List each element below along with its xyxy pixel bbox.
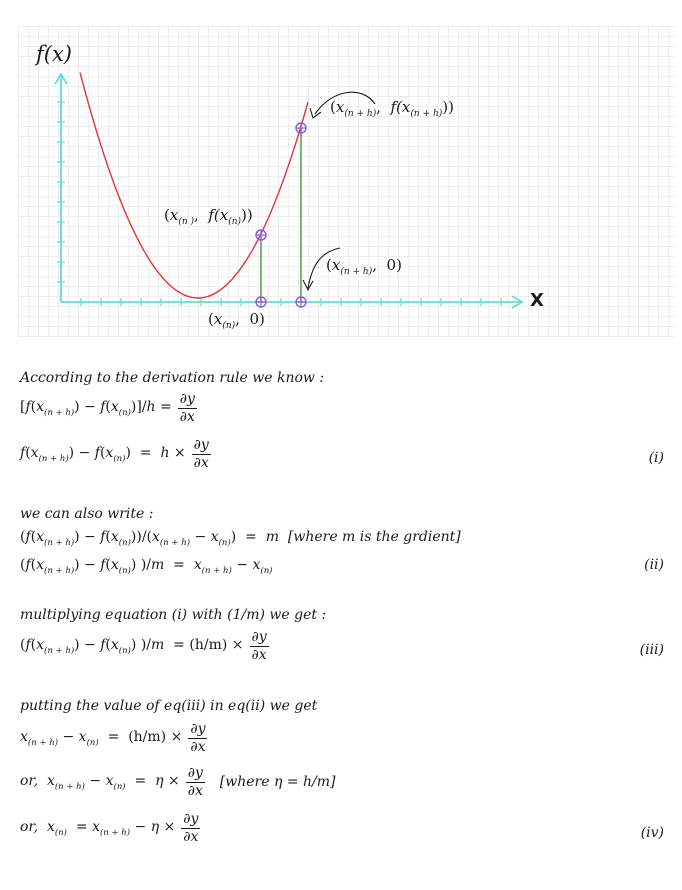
parabola-curve: [80, 72, 308, 298]
equation-iv: or, $x_{(n)} = x_{(n + h)} - \eta$ × $\frac{\partial y}{\partial x}$: [20, 811, 199, 845]
marker-foot-n: [256, 297, 266, 307]
fraction-dy-dx: $\frac{\partial y}{\partial x}$: [179, 391, 195, 425]
equation-ii: $(f(x_{(n + h)}) - f(x_{(n)}) )/m = x_{(n + h)} - x_{(n)}$: [20, 557, 273, 576]
multiply-line: multiplying equation (i) with (1/m) we get :: [20, 607, 327, 623]
function-plot: [18, 26, 674, 338]
fraction-dy-dx: $\frac{\partial y}{\partial x}$: [193, 437, 209, 471]
equation-iii: $(f(x_{(n + h)}) - f(x_{(n)}) )/m = (h/m)$ × $\frac{\partial y}{\partial x}$: [20, 629, 267, 663]
axis-ticks: [57, 102, 501, 306]
pointer-arrowhead-lower: [303, 280, 313, 290]
equation-substituted: $x_{(n + h)} - x_{(n)} = (h/m)$ × $\frac{\partial y}{\partial x}$: [20, 721, 206, 755]
label-foot-n-plus-h: ($x_{(n + h)}$, 0): [326, 256, 402, 277]
equation-number-iii: (iii): [639, 642, 664, 658]
equation-number-iv: (iv): [640, 825, 664, 841]
intro-line: According to the derivation rule we know :: [20, 370, 325, 386]
equation-number-i: (i): [648, 450, 664, 466]
putting-line: putting the value of eq(iii) in eq(ii) we get: [20, 698, 318, 714]
marker-point-n-plus-h: [296, 123, 306, 133]
fraction-dy-dx: $\frac{\partial y}{\partial x}$: [187, 765, 203, 799]
fraction-dy-dx: $\frac{\partial y}{\partial x}$: [183, 811, 199, 845]
marker-foot-n-plus-h: [296, 297, 306, 307]
equation-derivative-ratio: $[f(x_{(n + h)}) - f(x_{(n)})]/h$ = $\frac{\partial y}{\partial x}$: [20, 391, 195, 425]
fraction-dy-dx: $\frac{\partial y}{\partial x}$: [251, 629, 267, 663]
y-axis-label: f(x): [36, 42, 73, 66]
x-axis-label: X: [530, 290, 544, 311]
plot-svg: [18, 26, 674, 338]
also-write-line: we can also write :: [20, 506, 154, 522]
marker-point-n: [256, 230, 266, 240]
equation-number-ii: (ii): [644, 557, 664, 573]
equation-gradient: $(f(x_{(n + h)}) - f(x_{(n)}))/(x_{(n + h)} - x_{(n)}) = m$ [where m is the grdient]: [20, 529, 461, 548]
equation-i: $f(x_{(n + h)}) - f(x_{(n)}) = h$ × $\frac{\partial y}{\partial x}$: [20, 437, 209, 471]
label-point-n: ($x_{(n )}$, $f(x_{(n)})$): [164, 206, 253, 227]
fraction-dy-dx: $\frac{\partial y}{\partial x}$: [190, 721, 206, 755]
equation-eta: or, $x_{(n + h)} - x_{(n)} = \eta$ × $\frac{\partial y}{\partial x}$ [where η = h/m]: [20, 765, 336, 799]
label-point-n-plus-h: ($x_{(n + h)}$, $f(x_{(n + h)})$): [330, 98, 455, 119]
label-foot-n: ($x_{(n)}$, 0): [208, 310, 265, 331]
